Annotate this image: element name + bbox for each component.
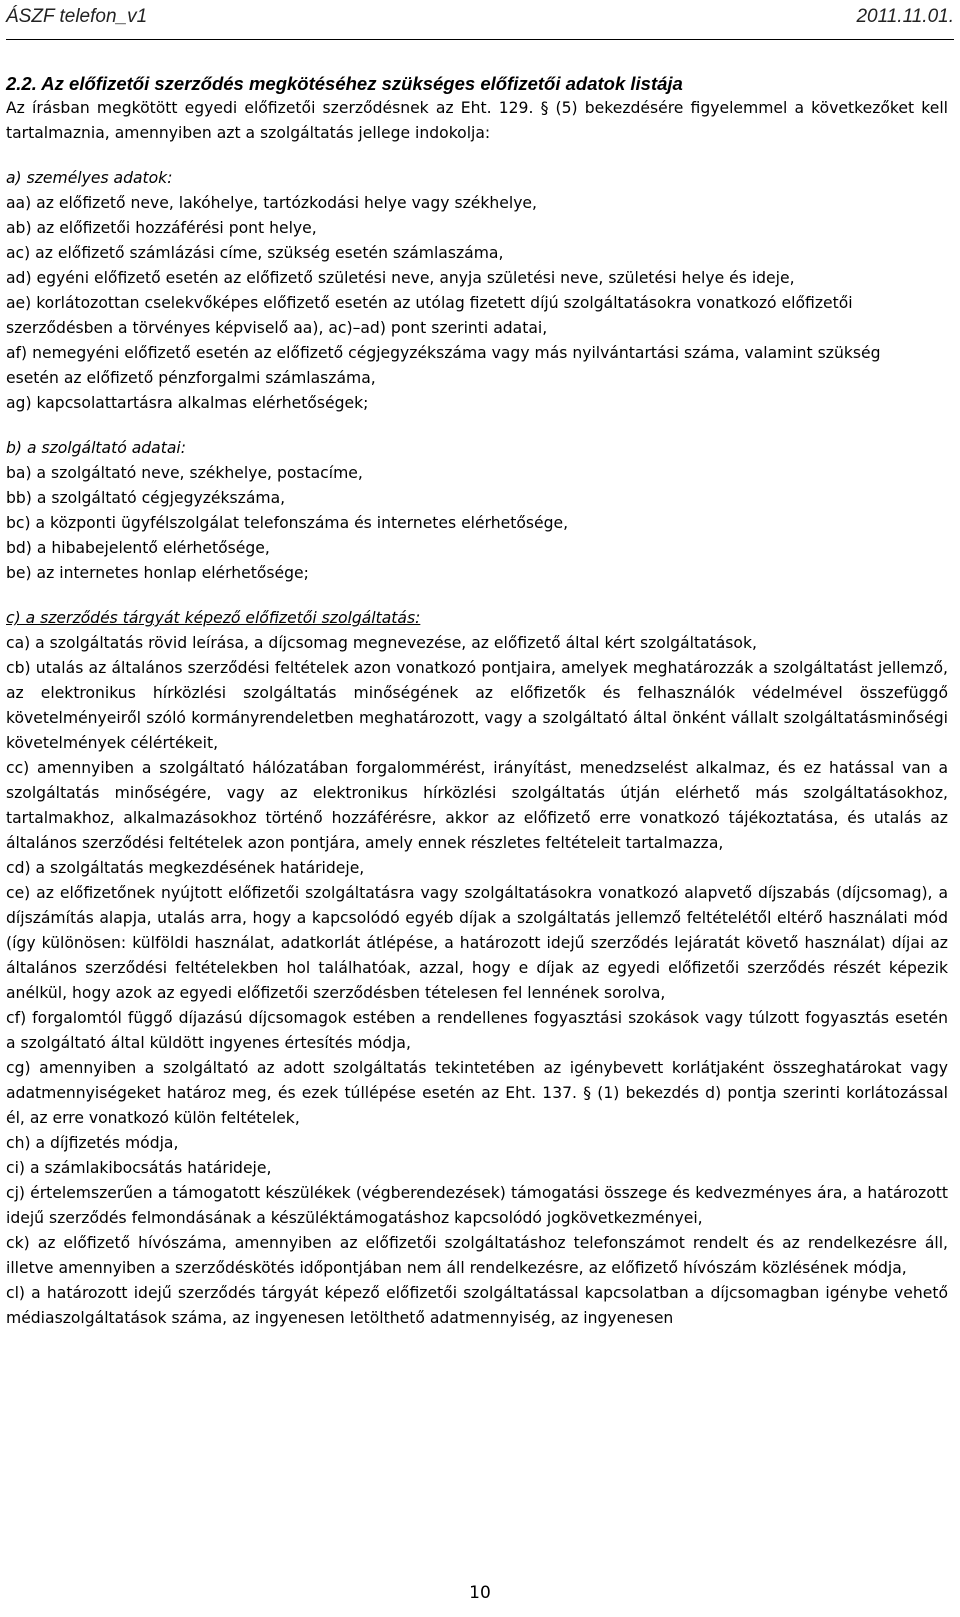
intro-paragraph: Az írásban megkötött egyedi előfizetői szerződésnek az Eht. 129. § (5) bekezdésére figyelemmel a következőket kell tartalmaznia, amennyiben azt a szolgáltatás jellege indokolja: — [6, 99, 948, 142]
list-item: esetén az előfizető pénzforgalmi számlaszáma, — [6, 369, 376, 387]
list-item: cg) amennyiben a szolgáltató az adott szolgáltatás tekintetében az igénybevett korlátjaként összeghatárokat vagy adatmennyiségeket határoz meg, és ezek túllépése esetén az Eht. 137. § (1) bekezdés d) pontja szerinti korlátozással él, az erre vonatkozó külön feltételek, — [6, 1059, 948, 1127]
page-header — [6, 4, 954, 34]
list-item: ad) egyéni előfizető esetén az előfizető születési neve, anyja születési neve, születési helye és ideje, — [6, 269, 795, 287]
list-item: aa) az előfizető neve, lakóhelye, tartózkodási helye vagy székhelye, — [6, 194, 537, 212]
header-date: 2011.11.01. — [856, 6, 954, 27]
page-number: 10 — [469, 1583, 491, 1603]
list-item: ca) a szolgáltatás rövid leírása, a díjcsomag megnevezése, az előfizető által kért szolgáltatások, — [6, 634, 757, 652]
list-item: cj) értelemszerűen a támogatott készülékek (végberendezések) támogatási összege és kedvezményes ára, a határozott idejű szerződés felmondásának a készüléktámogatáshoz kapcsolódó jogkövetkezményei, — [6, 1184, 948, 1227]
section-b-title: b) a szolgáltató adatai: — [6, 439, 186, 457]
list-item: cd) a szolgáltatás megkezdésének határideje, — [6, 859, 365, 877]
document-body — [6, 71, 948, 1331]
list-item: cl) a határozott idejű szerződés tárgyát képező előfizetői szolgáltatással kapcsolatban a díjcsomagban igénybe vehető médiaszolgáltatások száma, az ingyenesen letölthető adatmennyiség, az ingyenesen — [6, 1284, 948, 1327]
section-a — [6, 166, 948, 416]
header-document-title: ÁSZF telefon_v1 — [6, 6, 148, 27]
list-item: ch) a díjfizetés módja, — [6, 1134, 179, 1152]
list-item: ci) a számlakibocsátás határideje, — [6, 1159, 272, 1177]
list-item: ba) a szolgáltató neve, székhelye, postacíme, — [6, 464, 363, 482]
section-c-title: c) a szerződés tárgyát képező előfizetői szolgáltatás: — [6, 609, 421, 627]
list-item: cc) amennyiben a szolgáltató hálózatában forgalommérést, irányítást, menedzselést alkalmaz, és ez hatással van a szolgáltatás minőségére, vagy az elektronikus hírközlési szolgáltatás útján elérhető más szolgáltatásokhoz, tartalmakhoz, alkalmazásokhoz történő hozzáférésre, akkor az előfizető erre vonatkozó tájékoztatása, és utalás az általános szerződési feltételek azon pontjára, amely ennek részletes feltételeit tartalmazza, — [6, 759, 948, 852]
list-item: bc) a központi ügyfélszolgálat telefonszáma és internetes elérhetősége, — [6, 514, 569, 532]
section-b — [6, 436, 948, 586]
list-item: bd) a hibabejelentő elérhetősége, — [6, 539, 270, 557]
list-item: ag) kapcsolattartásra alkalmas elérhetőségek; — [6, 394, 369, 412]
list-item: cf) forgalomtól függő díjazású díjcsomagok estében a rendellenes fogyasztási szokások vagy túlzott fogyasztás esetén a szolgáltató által küldött ingyenes értesítés módja, — [6, 1009, 948, 1052]
list-item: ae) korlátozottan cselekvőképes előfizető esetén az utólag fizetett díjú szolgáltatásokra vonatkozó előfizetői — [6, 294, 853, 312]
section-heading: 2.2. Az előfizetői szerződés megkötéséhez szükséges előfizetői adatok listája — [6, 73, 683, 94]
list-item: cb) utalás az általános szerződési feltételek azon vonatkozó pontjaira, amelyek meghatározzák a szolgáltatást jellemző, az elektronikus hírközlési szolgáltatás minőségének az előfizetők és felhasználók védelmével összefüggő követelményeiről szóló kormányrendeletben meghatározott, vagy a szolgáltató által önként vállalt szolgáltatásminőségi követelmények célértékeit, — [6, 659, 948, 752]
section-c — [6, 606, 948, 1331]
list-item: bb) a szolgáltató cégjegyzékszáma, — [6, 489, 286, 507]
list-item: ab) az előfizetői hozzáférési pont helye, — [6, 219, 317, 237]
list-item: ce) az előfizetőnek nyújtott előfizetői szolgáltatásra vagy szolgáltatásokra vonatkozó alapvető díjszabás (díjcsomag), a díjszámítás alapja, utalás arra, hogy a kapcsolódó egyéb díjak a szolgáltatás jellemző feltételétől eltérő használati mód (így különösen: külföldi használat, adatkorlát átlépése, a határozott idejű szerződés lejáratát követő használat) díjai az általános szerződési feltételekben hol találhatóak, azzal, hogy e díjak az egyedi előfizetői szerződés részét képezik anélkül, hogy azok az egyedi előfizetői szerződésben tételesen fel lennének sorolva, — [6, 884, 948, 1002]
list-item: ck) az előfizető hívószáma, amennyiben az előfizetői szolgáltatáshoz telefonszámot rendelt és az rendelkezésre áll, illetve amennyiben a szerződéskötés időpontjában nem áll rendelkezésre, az előfizető hívószám közlésének módja, — [6, 1234, 948, 1277]
list-item: af) nemegyéni előfizető esetén az előfizető cégjegyzékszáma vagy más nyilvántartási száma, valamint szükség — [6, 344, 881, 362]
header-divider — [6, 39, 954, 40]
section-a-title: a) személyes adatok: — [6, 169, 173, 187]
list-item: be) az internetes honlap elérhetősége; — [6, 564, 309, 582]
list-item: szerződésben a törvényes képviselő aa), ac)–ad) pont szerinti adatai, — [6, 319, 548, 337]
list-item: ac) az előfizető számlázási címe, szükség esetén számlaszáma, — [6, 244, 504, 262]
